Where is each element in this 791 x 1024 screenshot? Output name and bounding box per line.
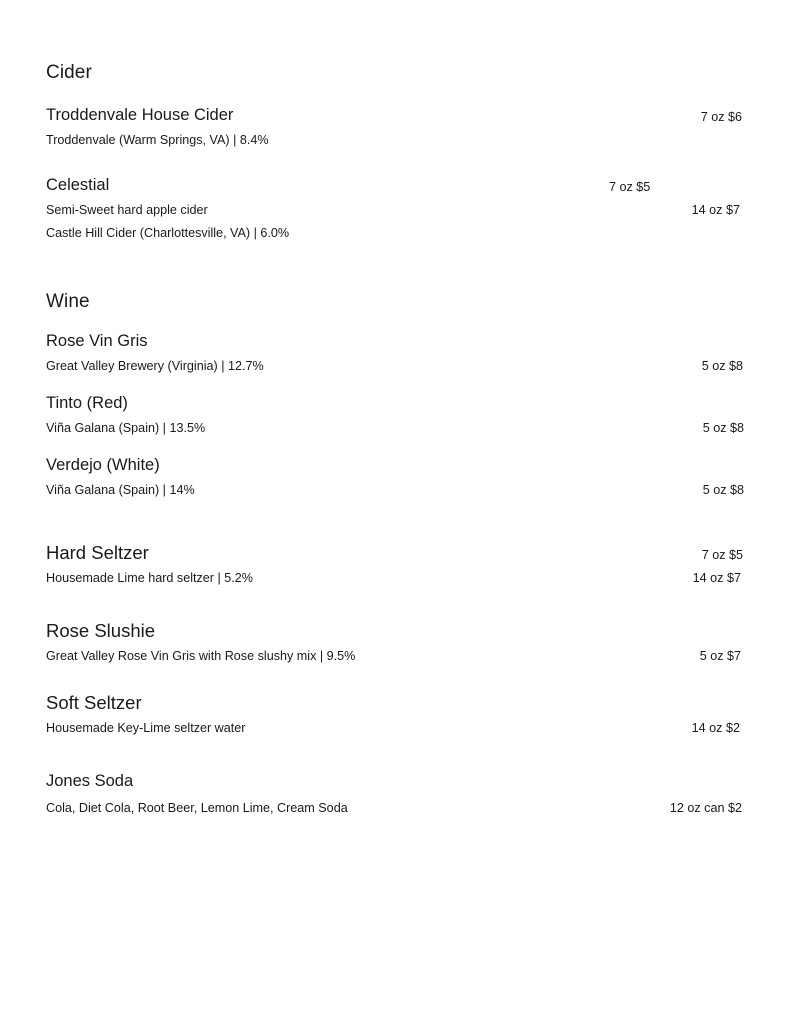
item-price-tinto: 5 oz $8 bbox=[702, 421, 744, 435]
item-price-troddenvale: 7 oz $6 bbox=[700, 110, 742, 124]
item-price-rose-slushie: 5 oz $7 bbox=[699, 649, 741, 663]
item-name-verdejo: Verdejo (White) bbox=[46, 456, 160, 474]
item-desc-jones-soda: Cola, Diet Cola, Root Beer, Lemon Lime, Cream Soda bbox=[46, 801, 348, 815]
item-desc-rose-vin-gris: Great Valley Brewery (Virginia) | 12.7% bbox=[46, 359, 264, 373]
item-desc-hard-seltzer: Housemade Lime hard seltzer | 5.2% bbox=[46, 571, 253, 585]
item-name-troddenvale: Troddenvale House Cider bbox=[46, 106, 234, 124]
item-desc-troddenvale: Troddenvale (Warm Springs, VA) | 8.4% bbox=[46, 133, 269, 147]
item-name-celestial: Celestial bbox=[46, 176, 110, 194]
item-desc-soft-seltzer: Housemade Key-Lime seltzer water bbox=[46, 721, 246, 735]
item-price-jones-soda: 12 oz can $2 bbox=[669, 801, 742, 815]
item-price-celestial-large: 14 oz $7 bbox=[691, 203, 740, 217]
item-name-rose-slushie: Rose Slushie bbox=[46, 620, 156, 641]
item-price-verdejo: 5 oz $8 bbox=[702, 483, 744, 497]
item-desc-rose-slushie: Great Valley Rose Vin Gris with Rose slushy mix | 9.5% bbox=[46, 649, 356, 663]
item-desc-verdejo: Viña Galana (Spain) | 14% bbox=[46, 483, 195, 497]
item-name-hard-seltzer: Hard Seltzer bbox=[46, 542, 149, 563]
item-name-jones-soda: Jones Soda bbox=[46, 772, 134, 790]
item-price-soft-seltzer: 14 oz $2 bbox=[691, 721, 740, 735]
section-heading-cider: Cider bbox=[46, 62, 92, 83]
item-name-soft-seltzer: Soft Seltzer bbox=[46, 692, 142, 713]
item-name-tinto: Tinto (Red) bbox=[46, 394, 128, 412]
item-name-rose-vin-gris: Rose Vin Gris bbox=[46, 332, 148, 350]
item-price-rose-vin-gris: 5 oz $8 bbox=[701, 359, 743, 373]
item-price-celestial-small: 7 oz $5 bbox=[609, 180, 651, 194]
item-desc-tinto: Viña Galana (Spain) | 13.5% bbox=[46, 421, 206, 435]
item-price-hard-seltzer-small: 7 oz $5 bbox=[701, 548, 743, 562]
item-price-hard-seltzer-large: 14 oz $7 bbox=[692, 571, 741, 585]
section-heading-wine: Wine bbox=[46, 291, 90, 312]
item-desc-celestial-style: Semi-Sweet hard apple cider bbox=[46, 203, 208, 217]
item-desc-celestial-maker: Castle Hill Cider (Charlottesville, VA) | 6.0% bbox=[46, 226, 290, 240]
